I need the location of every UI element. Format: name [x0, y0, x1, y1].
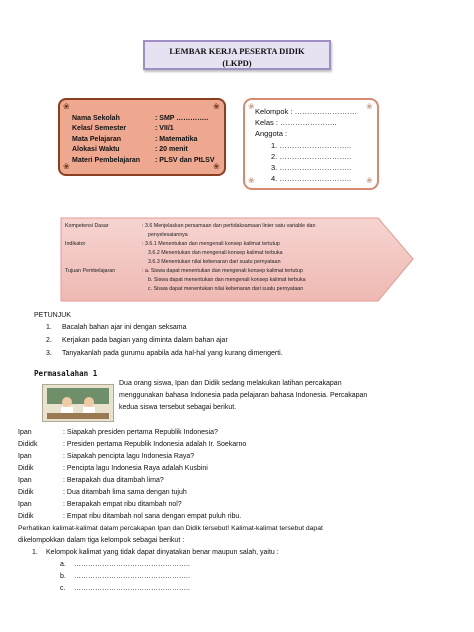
list-number: 2.	[46, 337, 52, 344]
dialog-line: : Siapakah pencipta lagu Indonesia Raya?	[63, 453, 195, 460]
group-name-field[interactable]: Kelompok : …………………….	[255, 107, 357, 116]
school-name-row: Nama Sekolah : SMP …………..	[72, 115, 209, 122]
speaker-name: Didik	[18, 513, 34, 520]
dialog-line: : Berapakah dua ditambah lima?	[63, 477, 164, 484]
member-1-field[interactable]: 1. ………………………..	[271, 141, 352, 150]
indicator-label: Indikator	[65, 241, 86, 247]
intro-line-3: kedua siswa tersebut sebagai berikut.	[119, 404, 237, 411]
petunjuk-item-1: Bacalah bahan ajar ini dengan seksama	[62, 324, 187, 331]
group-members-label: Anggota :	[255, 129, 288, 138]
paw-icon: ❀	[63, 102, 70, 111]
banner-title: LEMBAR KERJA PESERTA DIDIK	[169, 46, 305, 56]
objective-item-2: b. Siswa dapat menentukan dan mengenali konsep kalimat terbuka	[148, 277, 306, 283]
dialog-line: : Pencipta lagu Indonesia Raya adalah Kusbini	[63, 465, 208, 472]
students-icon	[43, 385, 113, 421]
paw-icon: ❀	[213, 162, 220, 171]
question-line-1: Perhatikan kalimat-kalimat dalam percakapan Ipan dan Didik tersebut! Kalimat-kalimat tersebut dapat	[18, 525, 323, 532]
classroom-illustration	[42, 384, 114, 422]
learning-material-row: Materi Pembelajaran : PLSV dan PtLSV	[72, 157, 215, 164]
banner-subtitle: (LKPD)	[222, 58, 252, 68]
lkpd-title-banner	[143, 40, 331, 70]
paw-icon: ❀	[213, 102, 220, 111]
indicator-item-2: 3.6.2 Menentukan dan mengenali konsep kalimat terbuka	[148, 250, 283, 256]
kd-text-2: penyelesaiannya	[148, 232, 188, 238]
list-number: 1.	[46, 324, 52, 331]
dialog-line: : Presiden pertama Republik Indonesia adalah Ir. Soekarno	[63, 441, 247, 448]
speaker-name: Ipan	[18, 453, 32, 460]
answer-b-field[interactable]: …………………………………………..	[74, 573, 190, 580]
speaker-name: Ipan	[18, 429, 32, 436]
paw-icon: ❀	[366, 102, 373, 111]
kd-label: Kompetensi Dasar	[65, 223, 109, 229]
petunjuk-title: PETUNJUK	[34, 312, 71, 319]
answer-c-field[interactable]: …………………………………………..	[74, 585, 190, 592]
speaker-name: Didik	[18, 489, 34, 496]
intro-line-2: menggunakan bahasa Indonesia pada pelajaran bahasa Indonesia. Percakapan	[119, 392, 368, 399]
answer-a-label: a.	[60, 561, 66, 568]
class-semester-row: Kelas/ Semester : VII/1	[72, 125, 174, 132]
dialog-line: : Siapakah presiden pertama Republik Indonesia?	[63, 429, 218, 436]
list-number: 3.	[46, 350, 52, 357]
question-item: Kelompok kalimat yang tidak dapat dinyatakan benar maupun salah, yaitu :	[46, 549, 279, 556]
competency-arrow	[60, 217, 415, 302]
kd-text-1: : 3.6 Menjelaskan persamaan dan pertidaksamaan linier satu variable dan	[142, 223, 316, 229]
permasalahan-title: Permasalahan 1	[34, 369, 98, 378]
paw-icon: ❀	[366, 176, 373, 185]
time-allocation-row: Alokasi Waktu : 20 menit	[72, 146, 188, 153]
dialog-line: : Dua ditambah lima sama dengan tujuh	[63, 489, 187, 496]
indicator-item-3: 3.6.3 Menentukan nilai kebenaran dari suatu pernyataan	[148, 259, 281, 265]
indicator-item-1: : 3.6.1 Menentukan dan mengenali konsep kalimat tertutup	[142, 241, 280, 247]
question-number: 1.	[32, 549, 38, 556]
subject-row: Mata Pelajaran : Matematika	[72, 136, 198, 143]
petunjuk-item-2: Kerjakan pada bagian yang diminta dalam bahan ajar	[62, 337, 228, 344]
speaker-name: Ipan	[18, 501, 32, 508]
member-2-field[interactable]: 2. ………………………..	[271, 152, 352, 161]
objective-item-1: : a. Siswa dapat menentukan dan mengenali konsep kalimat tertutup	[142, 268, 303, 274]
member-4-field[interactable]: 4. ………………………..	[271, 174, 352, 183]
answer-c-label: c.	[60, 585, 66, 592]
member-3-field[interactable]: 3. ………………………..	[271, 163, 352, 172]
paw-icon: ❀	[248, 176, 255, 185]
school-info-box	[58, 98, 226, 176]
objective-label: Tujuan Pembelajaran	[65, 268, 116, 274]
dialog-line: : Empat ribu ditambah nol sana dengan empat puluh ribu.	[63, 513, 242, 520]
speaker-name: Ipan	[18, 477, 32, 484]
speaker-name: Didik	[18, 465, 34, 472]
answer-b-label: b.	[60, 573, 66, 580]
paw-icon: ❀	[248, 102, 255, 111]
objective-item-3: c. Siswa dapat menentukan nilai kebenaran dari suatu pernyataan	[148, 286, 304, 292]
speaker-name: Dididk	[18, 441, 38, 448]
group-class-field[interactable]: Kelas : …………………..	[255, 118, 337, 127]
question-line-2: dikelompokkan dalam tiga kelompok sebagai berikut :	[18, 537, 185, 544]
answer-a-field[interactable]: …………………………………………..	[74, 561, 190, 568]
paw-icon: ❀	[63, 162, 70, 171]
intro-line-1: Dua orang siswa, Ipan dan Didik sedang melakukan latihan percakapan	[119, 380, 342, 387]
dialog-line: : Berapakah empat ribu ditambah nol?	[63, 501, 182, 508]
group-info-box	[243, 98, 379, 190]
petunjuk-item-3: Tanyakanlah pada gurumu apabila ada hal-hal yang kurang dimengerti.	[62, 350, 283, 357]
